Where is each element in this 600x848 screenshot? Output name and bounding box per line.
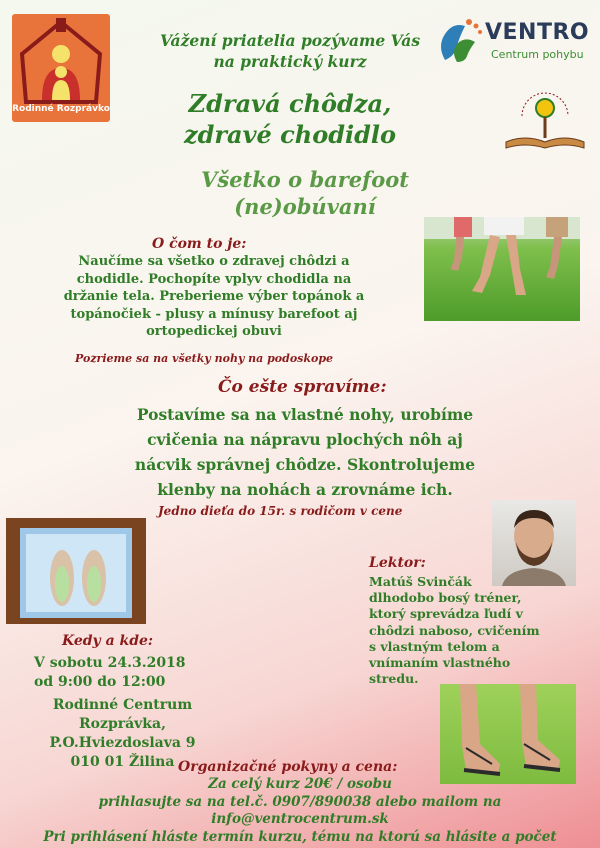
podoscope-photo	[6, 518, 146, 624]
address-line: P.O.Hviezdoslava 9	[49, 735, 196, 751]
title-line-1: Zdravá chôdza,	[188, 89, 392, 118]
logo-caption: Rodinné Rozprávko	[12, 104, 110, 114]
org-text	[10, 776, 590, 846]
more-heading: Čo ešte spravíme:	[218, 377, 387, 397]
when-date: V sobotu 24.3.2018	[34, 655, 186, 671]
ventro-title: VENTRO	[485, 20, 590, 45]
ventro-subtitle: Centrum pohybu	[491, 48, 584, 61]
page-title	[110, 88, 470, 150]
about-line: držanie tela. Preberieme výber topánok a	[63, 289, 365, 305]
about-heading: O čom to je:	[152, 236, 247, 252]
address-line: 010 01 Žilina	[70, 754, 175, 770]
when-time: od 9:00 do 12:00	[34, 674, 166, 690]
address-line: Rodinné Centrum	[52, 697, 193, 713]
feet-on-podoscope-icon	[6, 518, 146, 624]
subtitle-line-1: Všetko o barefoot	[201, 167, 409, 192]
subtitle	[140, 166, 470, 220]
more-text	[100, 402, 510, 502]
lektor-line: vnímaním vlastného	[369, 655, 511, 671]
about-line: chodidle. Pochopíte vplyv chodidla na	[76, 271, 352, 287]
about-line: topánočiek - plusy a mínusy barefoot aj	[70, 306, 358, 322]
about-line: ortopedickej obuvi	[146, 324, 282, 340]
title-line-2: zdravé chodidlo	[183, 120, 397, 149]
address-line: Rozprávka,	[79, 716, 166, 732]
lektor-line: chôdzi naboso, cvičením	[369, 622, 540, 638]
more-line: cvičenia na nápravu plochých nôh aj	[147, 430, 463, 449]
barefoot-sandals-photo	[440, 684, 576, 784]
org-email: info@ventrocentrum.sk	[211, 811, 389, 827]
about-line: Naučíme sa všetko o zdravej chôdzi a	[78, 254, 350, 269]
org-contact: prihlasujte sa na tel.č. 0907/890038 alebo mailom na	[98, 793, 502, 810]
lektor-heading: Lektor:	[369, 555, 426, 571]
subtitle-line-2: (ne)obúvaní	[234, 194, 376, 219]
lektor-line: s vlastným telom a	[369, 638, 500, 654]
lektor-line: Matúš Svinčák	[369, 574, 472, 589]
greeting	[120, 30, 460, 72]
when-text	[34, 654, 186, 692]
university-logo	[500, 86, 590, 156]
more-line: klenby na nohách a zrovnáme ich.	[157, 480, 453, 499]
org-instructions: Pri prihlásení hláste termín kurzu, tému na ktorú sa hlásite a počet	[43, 828, 557, 845]
when-heading: Kedy a kde:	[62, 633, 154, 649]
lektor-line: stredu.	[369, 671, 419, 687]
lektor-text	[369, 574, 540, 687]
feet-in-sandals-icon	[440, 684, 576, 784]
lektor-line: ktorý sprevádza ľudí v	[369, 606, 523, 622]
rodinne-centrum-logo	[12, 14, 110, 122]
lektor-line: dlhodobo bosý tréner,	[369, 590, 522, 606]
greeting-line-2: na praktický kurz	[213, 52, 367, 71]
legs-on-grass-icon	[424, 217, 580, 321]
barefoot-walking-photo	[424, 217, 580, 321]
child-note: Jedno dieťa do 15r. s rodičom v cene	[158, 504, 403, 518]
podoskop-note: Pozrieme sa na všetky nohy na podoskope	[75, 352, 334, 365]
more-line: Postavíme sa na vlastné nohy, urobíme	[136, 405, 474, 424]
more-line: nácvik správnej chôdze. Skontrolujeme	[134, 455, 476, 474]
book-tree-icon	[500, 86, 590, 156]
about-text	[34, 253, 394, 341]
org-heading: Organizačné pokyny a cena:	[178, 759, 398, 775]
greeting-line-1: Vážení priatelia pozývame Vás	[159, 31, 421, 50]
org-price: Za celý kurz 20€ / osobu	[208, 776, 392, 792]
